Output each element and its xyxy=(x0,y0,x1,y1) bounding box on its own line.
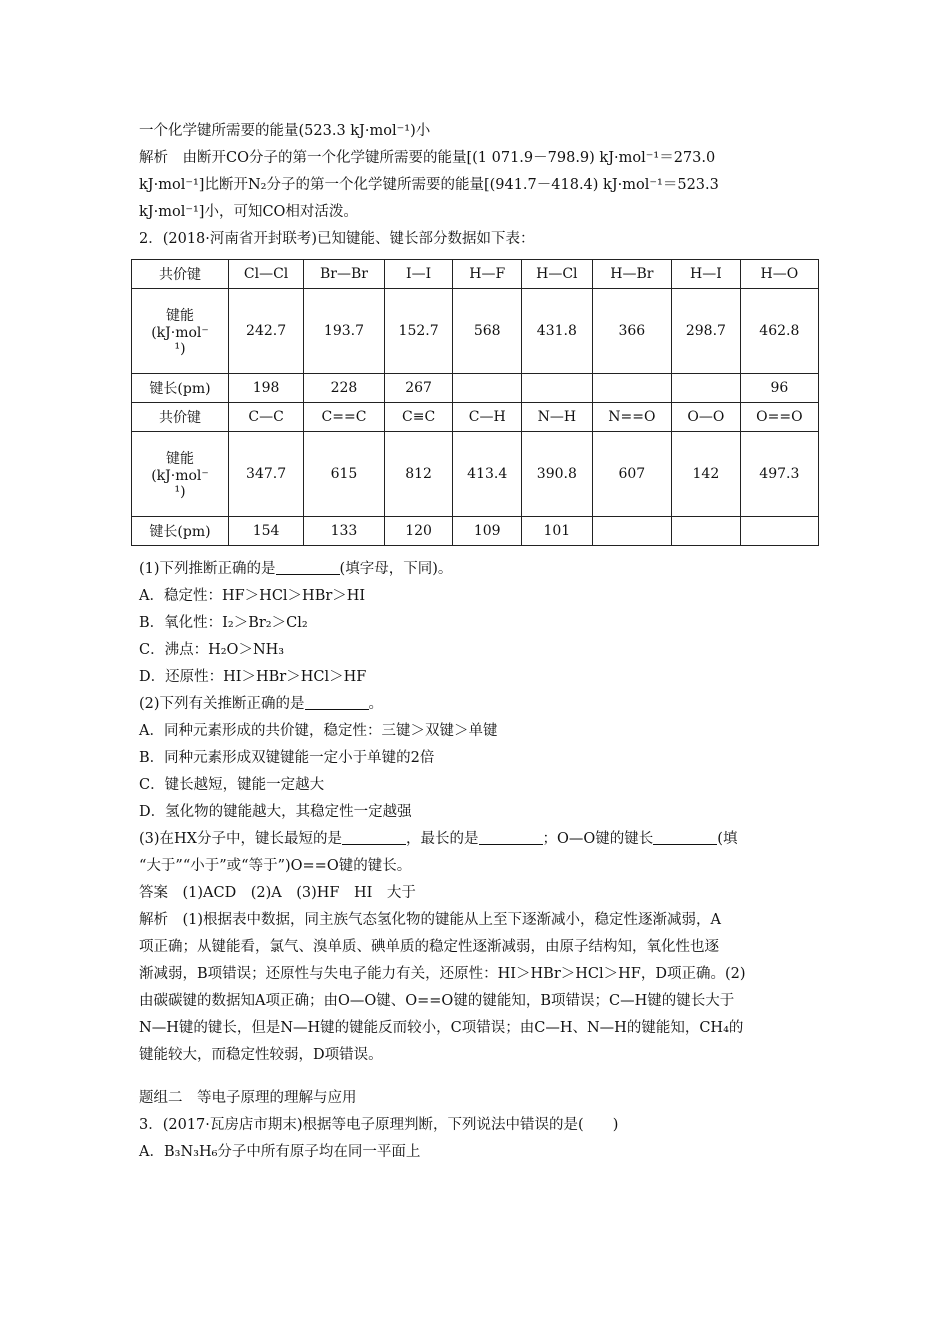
table-cell: 413.4 xyxy=(453,432,522,517)
table-cell: 154 xyxy=(229,517,304,546)
table-row-label xyxy=(132,289,229,374)
table-cell: N==O xyxy=(592,403,671,432)
text-line: 项正确；从键能看，氯气、溴单质、碘单质的稳定性逐渐减弱，由原子结构知，氧化性也逐 xyxy=(139,939,719,955)
table-cell: Br—Br xyxy=(304,260,385,289)
table-row-label: 键长(pm) xyxy=(132,374,229,403)
table-cell: 152.7 xyxy=(384,289,453,374)
table-row-label xyxy=(132,432,229,517)
table-cell: 共价键 xyxy=(132,260,229,289)
stem-text: ，最长的是 xyxy=(406,831,479,847)
option-c: C．键长越短，键能一定越大 xyxy=(139,777,325,793)
table-cell: C≡C xyxy=(384,403,453,432)
analysis-block xyxy=(139,907,819,1069)
text-line: 渐减弱，B项错误；还原性与失电子能力有关，还原性：HI＞HBr＞HCl＞HF，D项正确。(2) xyxy=(139,966,746,982)
answer-blank[interactable] xyxy=(342,830,406,845)
table-cell xyxy=(453,374,522,403)
text-line: kJ·mol⁻¹]比断开N₂分子的第一个化学键所需要的能量[(941.7－418.4) kJ·mol⁻¹＝523.3 xyxy=(139,177,719,193)
table-cell xyxy=(522,374,593,403)
question-2-2-stem xyxy=(139,691,819,718)
table-cell: H—I xyxy=(672,260,741,289)
table-cell: 615 xyxy=(304,432,385,517)
table-row xyxy=(132,432,819,517)
table-cell: 431.8 xyxy=(522,289,593,374)
table-cell: O==O xyxy=(740,403,818,432)
table-cell: C—H xyxy=(453,403,522,432)
option-a: A．稳定性：HF＞HCl＞HBr＞HI xyxy=(139,588,366,604)
table-cell: 96 xyxy=(740,374,818,403)
answer-line: 答案 (1)ACD (2)A (3)HF HI 大于 xyxy=(139,885,416,901)
table-cell: 242.7 xyxy=(229,289,304,374)
table-cell: 390.8 xyxy=(522,432,593,517)
spacer xyxy=(139,1069,819,1085)
table-cell: 133 xyxy=(304,517,385,546)
answer-blank[interactable] xyxy=(305,695,369,710)
table-cell: H—O xyxy=(740,260,818,289)
stem-text: (1)下列推断正确的是 xyxy=(139,561,276,577)
text-line: 由碳碳键的数据知A项正确；由O—O键、O==O键的键能知，B项错误；C—H键的键长大于 xyxy=(139,993,735,1009)
table-cell: 267 xyxy=(384,374,453,403)
table-cell: 568 xyxy=(453,289,522,374)
label-part: (kJ·mol⁻ xyxy=(151,325,209,341)
table-cell: 497.3 xyxy=(740,432,818,517)
table-cell xyxy=(672,517,741,546)
bond-data-table xyxy=(131,259,819,546)
text-line: 一个化学键所需要的能量(523.3 kJ·mol⁻¹)小 xyxy=(139,123,431,139)
option-a: A．同种元素形成的共价键，稳定性：三键＞双键＞单键 xyxy=(139,723,498,739)
option-d: D．氢化物的键能越大，其稳定性一定越强 xyxy=(139,804,412,820)
text-line: 解析 (1)根据表中数据，同主族气态氢化物的键能从上至下逐渐减小，稳定性逐渐减弱，A xyxy=(139,912,722,928)
table-cell: H—Br xyxy=(592,260,671,289)
table-cell: 347.7 xyxy=(229,432,304,517)
label-part: ¹) xyxy=(174,484,186,500)
table-cell: 607 xyxy=(592,432,671,517)
table-cell xyxy=(672,374,741,403)
answer-blank[interactable] xyxy=(276,560,340,575)
text-line: 键能较大，而稳定性较弱，D项错误。 xyxy=(139,1047,383,1063)
table-cell: Cl—Cl xyxy=(229,260,304,289)
option-a: A．B₃N₃H₆分子中所有原子均在同一平面上 xyxy=(139,1144,421,1160)
stem-text: (填 xyxy=(717,831,738,847)
table-cell: O—O xyxy=(672,403,741,432)
stem-text: (3)在HX分子中，键长最短的是 xyxy=(139,831,343,847)
table-cell: 142 xyxy=(672,432,741,517)
table-cell xyxy=(740,517,818,546)
stem-text: ；O—O键的键长 xyxy=(542,831,654,847)
stem-text: (填字母，下同)。 xyxy=(339,561,453,577)
table-cell: 366 xyxy=(592,289,671,374)
label-part: 键能 xyxy=(166,308,194,324)
stem-text: 。 xyxy=(368,696,384,712)
option-d: D．还原性：HI＞HBr＞HCl＞HF xyxy=(139,669,367,685)
label-part: ¹) xyxy=(174,341,186,357)
table-row xyxy=(132,289,819,374)
table-row xyxy=(132,374,819,403)
table-cell: 298.7 xyxy=(672,289,741,374)
question-2-1-stem xyxy=(139,556,819,583)
table-cell: 198 xyxy=(229,374,304,403)
table-row xyxy=(132,517,819,546)
table-cell xyxy=(592,374,671,403)
table-cell: 120 xyxy=(384,517,453,546)
question-2-3-stem xyxy=(139,826,819,853)
question-2-3-stem-line2: “大于”“小于”或“等于”)O==O键的键长。 xyxy=(139,858,412,874)
label-part: 键能 xyxy=(166,451,194,467)
table-cell: N—H xyxy=(522,403,593,432)
label-part: (kJ·mol⁻ xyxy=(151,468,209,484)
table-cell: 228 xyxy=(304,374,385,403)
option-b: B．同种元素形成双键键能一定小于单键的2倍 xyxy=(139,750,435,766)
table-cell: H—Cl xyxy=(522,260,593,289)
table-cell: 101 xyxy=(522,517,593,546)
table-cell xyxy=(592,517,671,546)
table-cell: C—C xyxy=(229,403,304,432)
table-cell: 共价键 xyxy=(132,403,229,432)
table-cell: C==C xyxy=(304,403,385,432)
question-3-title: 3．(2017·瓦房店市期末)根据等电子原理判断，下列说法中错误的是( ) xyxy=(139,1117,619,1133)
document-page xyxy=(139,118,819,1166)
stem-text: (2)下列有关推断正确的是 xyxy=(139,696,305,712)
section-heading: 题组二 等电子原理的理解与应用 xyxy=(139,1090,357,1106)
text-line: 解析 由断开CO分子的第一个化学键所需要的能量[(1 071.9－798.9) kJ·mol⁻¹＝273.0 xyxy=(139,150,716,166)
table-cell: 193.7 xyxy=(304,289,385,374)
text-line: kJ·mol⁻¹]小，可知CO相对活泼。 xyxy=(139,204,358,220)
intro-block xyxy=(139,118,819,226)
table-row xyxy=(132,260,819,289)
answer-blank[interactable] xyxy=(479,830,543,845)
table-cell: H—F xyxy=(453,260,522,289)
table-cell: 109 xyxy=(453,517,522,546)
option-b: B．氧化性：I₂＞Br₂＞Cl₂ xyxy=(139,615,308,631)
table-row-label: 键长(pm) xyxy=(132,517,229,546)
text-line: N—H键的键长，但是N—H键的键能反而较小，C项错误；由C—H、N—H的键能知，CH₄的 xyxy=(139,1020,744,1036)
option-c: C．沸点：H₂O＞NH₃ xyxy=(139,642,285,658)
table-cell: I—I xyxy=(384,260,453,289)
table-row xyxy=(132,403,819,432)
answer-blank[interactable] xyxy=(653,830,717,845)
table-cell: 812 xyxy=(384,432,453,517)
table-cell: 462.8 xyxy=(740,289,818,374)
question-2-title: 2．(2018·河南省开封联考)已知键能、键长部分数据如下表： xyxy=(139,231,535,247)
